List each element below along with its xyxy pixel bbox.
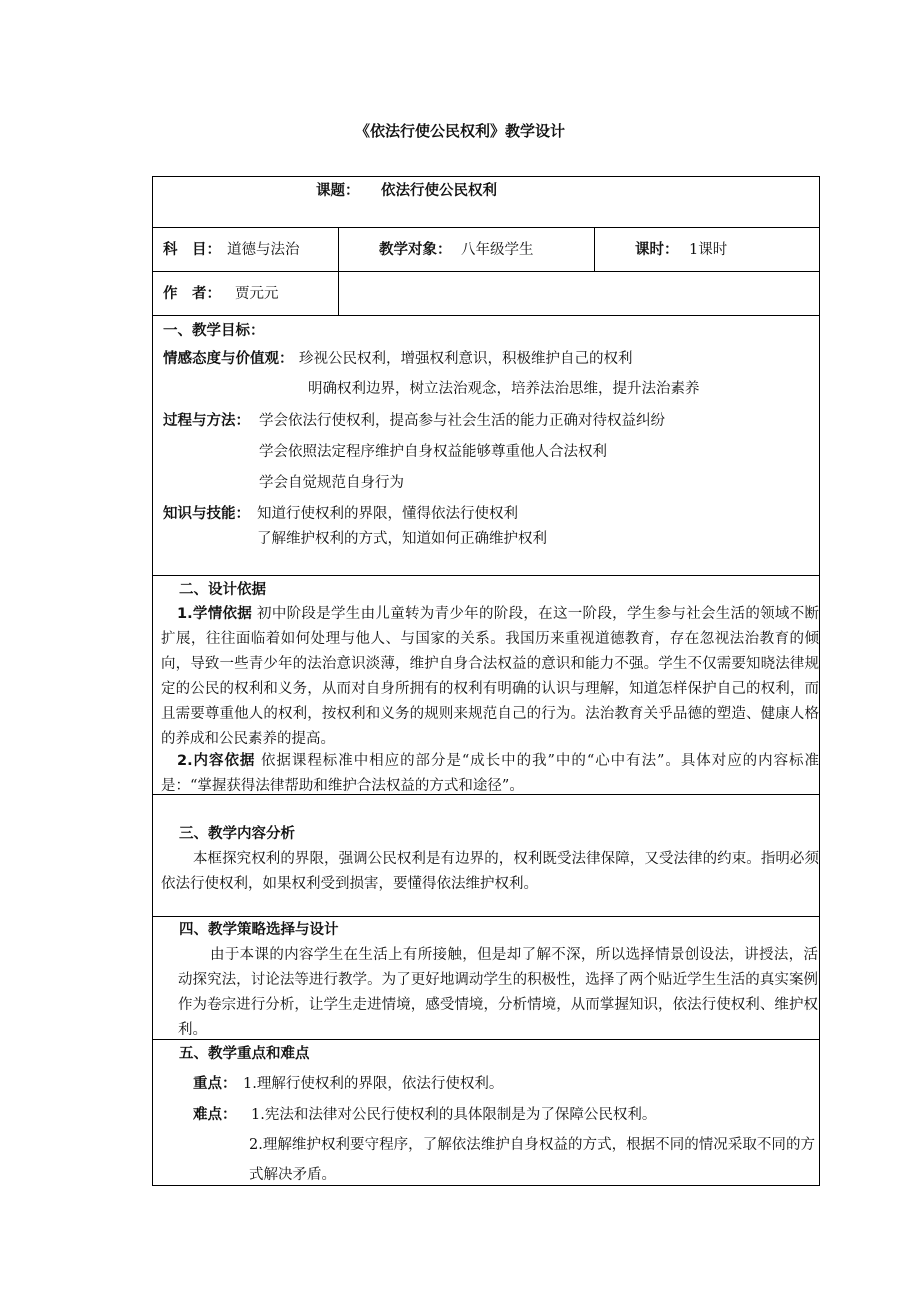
subject-label: 科 目：: [163, 242, 221, 258]
target-label: 教学对象：: [379, 242, 452, 258]
author-value: 贾元元: [235, 286, 279, 302]
document-title: 《依法行使公民权利》教学设计: [354, 122, 565, 140]
analysis-paragraph: 本框探究权利的界限，强调公民权利是有边界的，权利既受法律保障，又受法律的约束。指明必须依法行使权利，如果权利受到损害，要懂得依法维护权利。: [161, 851, 819, 892]
subject-value: 道德与法治: [227, 242, 300, 258]
process-goal-1: 学会依法行使权利，提高参与社会生活的能力正确对待权益纠纷: [259, 413, 665, 429]
basis-p1-text: 初中阶段是学生由儿童转为青少年的阶段，在这一阶段，学生参与社会生活的领域不断扩展，往往面临着如何处理与他人、与国家的关系。我国历来重视道德教育，存在忽视法治教育的倾向，导致一些青少年的法治意识淡薄，维护自身合法权益的意识和能力不强。学生不仅需要知晓法律规定的公民的权利和义务，从而对自身所拥有的权利有明确的认识与理解，知道怎样保护自己的权利，而且需要尊重他人的权利，按权利和义务的规则来规范自己的行为。法治教育关乎品德的塑造、健康人格的养成和公民素养的提高。: [161, 606, 820, 747]
goals-heading: 一、教学目标：: [163, 323, 265, 339]
difficult-label: 难点：: [193, 1107, 237, 1123]
basis-p1-label: 1.学情依据: [177, 606, 253, 622]
analysis-heading: 三、教学内容分析: [179, 826, 295, 842]
hours-label: 课时：: [635, 242, 679, 258]
basis-paragraph-1: [161, 602, 819, 752]
basis-p2-text: 依据课程标准中相应的部分是“成长中的我”中的“心中有法”。具体对应的内容标准是：“掌握获得法律帮助和维护合法权益的方式和途径”。: [161, 753, 820, 794]
row-divider: [153, 916, 819, 917]
emotion-goal-2: 明确权利边界，树立法治观念，培养法治思维，提升法治素养: [308, 381, 700, 397]
row-divider: [153, 575, 819, 576]
topic-value: 依法行使公民权利: [381, 183, 497, 199]
basis-heading: 二、设计依据: [179, 582, 266, 598]
key-label: 重点：: [193, 1076, 237, 1092]
key-text: 1.理解行使权利的界限，依法行使权利。: [243, 1076, 504, 1092]
difficult-item-2: 2.理解维护权利要守程序，了解依法维护自身权益的方式，根据不同的情况采取不同的方式解决矛盾。: [249, 1137, 815, 1183]
basis-paragraph-2: [161, 749, 819, 799]
strategy-heading: 四、教学策略选择与设计: [179, 922, 339, 938]
emotion-goal-1: 珍视公民权利，增强权利意识，积极维护自己的权利: [299, 351, 633, 367]
author-label: 作 者：: [163, 286, 221, 302]
row-divider: [153, 315, 819, 316]
knowledge-label: 知识与技能：: [163, 506, 250, 522]
hours-value: 1课时: [689, 242, 728, 258]
emotion-label: 情感态度与价值观：: [163, 351, 294, 367]
row-divider: [153, 227, 819, 228]
basis-p2-label: 2.内容依据: [177, 753, 256, 769]
process-label: 过程与方法：: [163, 413, 250, 429]
column-divider: [338, 227, 339, 315]
knowledge-goal-2: 了解维护权利的方式，知道如何正确维护权利: [257, 531, 547, 547]
knowledge-goal-1: 知道行使权利的界限，懂得依法行使权利: [257, 506, 518, 522]
topic-label: 课题：: [316, 183, 360, 199]
strategy-paragraph: 由于本课的内容学生在生活上有所接触，但是却了解不深，所以选择情景创设法，讲授法，活动探究法，讨论法等进行教学。为了更好地调动学生的积极性，选择了两个贴近学生生活的真实案例作为卷宗进行分析，让学生走进情境，感受情境，分析情境，从而掌握知识，依法行使权利、维护权利。: [178, 947, 818, 1038]
process-goal-2: 学会依照法定程序维护自身权益能够尊重他人合法权利: [259, 444, 607, 460]
keypoints-heading: 五、教学重点和难点: [179, 1046, 310, 1062]
row-divider: [153, 271, 819, 272]
process-goal-3: 学会自觉规范自身行为: [259, 475, 404, 491]
difficult-item-1: 1.宪法和法律对公民行使权利的具体限制是为了保障公民权利。: [251, 1107, 657, 1123]
target-value: 八年级学生: [461, 242, 534, 258]
lesson-plan-table: [152, 176, 820, 1186]
column-divider: [594, 227, 595, 271]
